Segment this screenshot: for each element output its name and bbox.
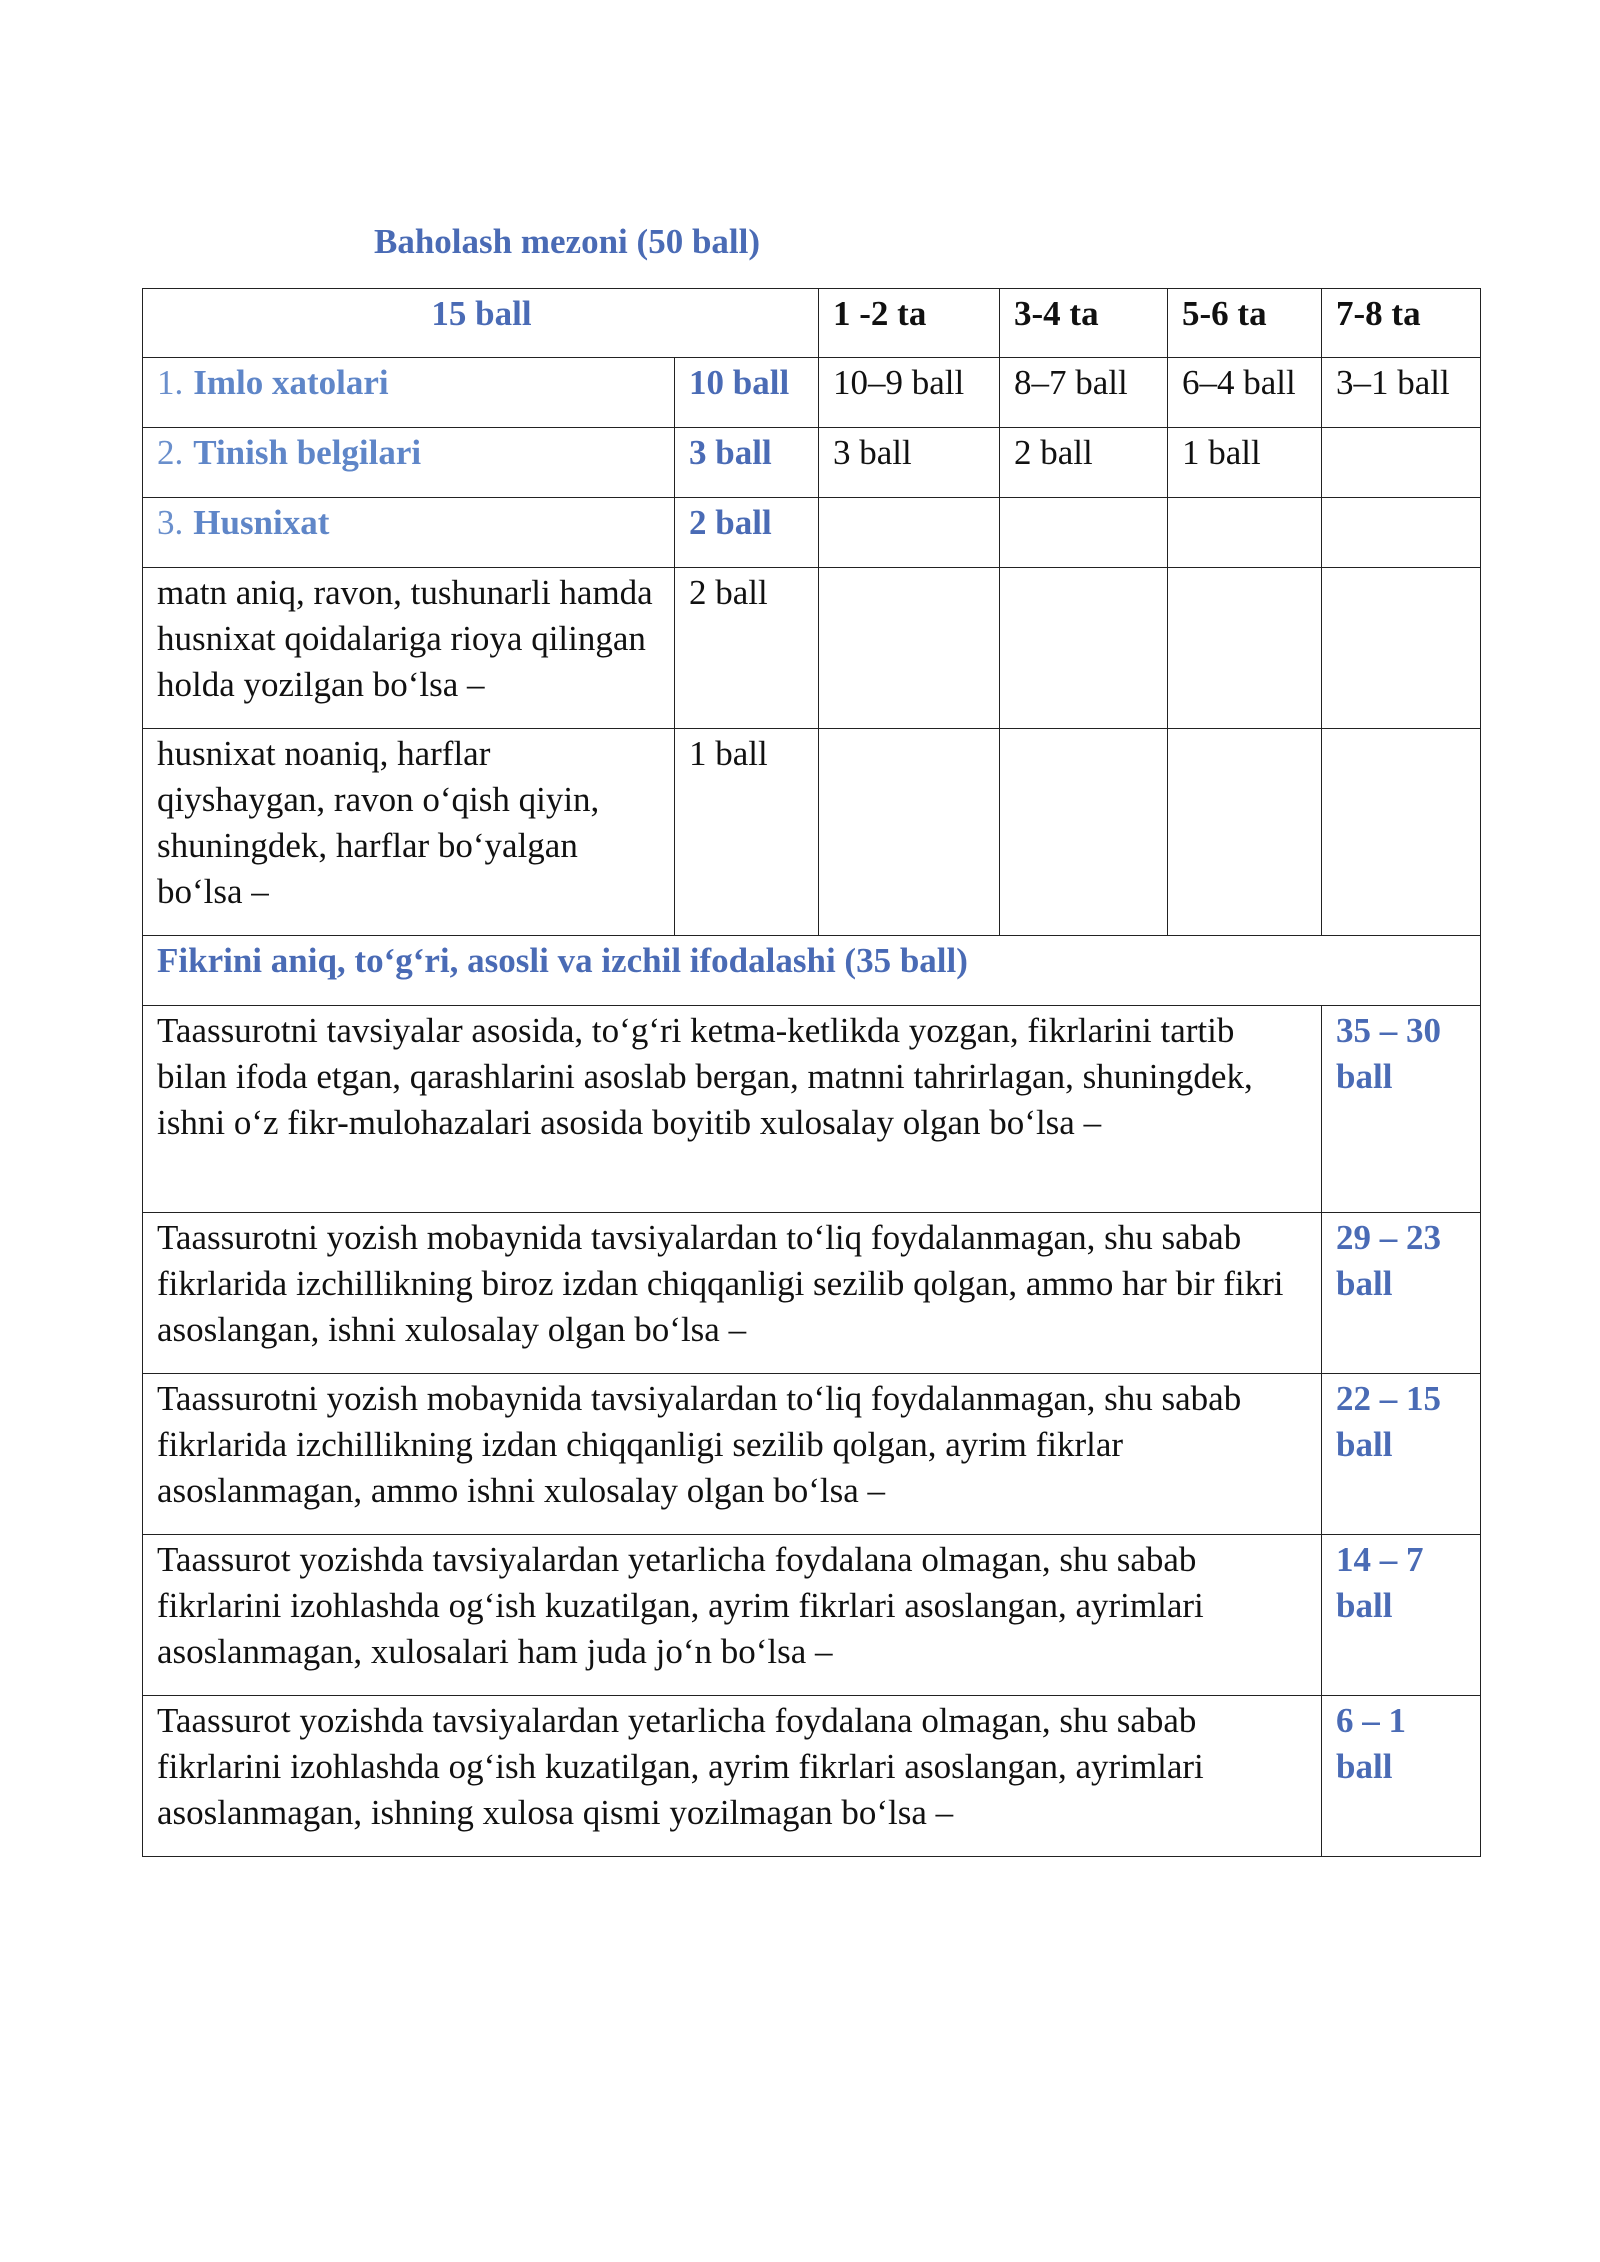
- empty-cell: [819, 568, 1000, 729]
- header-main: 15 ball: [143, 289, 819, 358]
- header-col: 3-4 ta: [1000, 289, 1168, 358]
- criterion-description: Taassurotni yozish mobaynida tavsiyalardan to‘liq foydalanmagan, shu sabab fikrlarida izchillikning biroz izdan chiqqanligi sezilib qolgan, ammo har bir fikri asoslangan, ishni xulosalay olgan bo‘lsa –: [143, 1213, 1322, 1374]
- score-cell: 1 ball: [1168, 428, 1322, 498]
- header-col: 7-8 ta: [1322, 289, 1481, 358]
- criterion-description: Taassurot yozishda tavsiyalardan yetarlicha foydalana olmagan, shu sabab fikrlarini izohlashda og‘ish kuzatilgan, ayrim fikrlari asoslangan, ayrimlari asoslanmagan, ishning xulosa qismi yozilmagan bo‘lsa –: [143, 1696, 1322, 1857]
- table-row: [143, 568, 1481, 729]
- table-row: [143, 729, 1481, 936]
- criterion-points: 10 ball: [675, 358, 819, 428]
- table-row: [143, 1696, 1481, 1857]
- criterion-points: 2 ball: [675, 498, 819, 568]
- criterion-label-cell: [143, 428, 675, 498]
- criterion-label-cell: [143, 498, 675, 568]
- score-cell: 8–7 ball: [1000, 358, 1168, 428]
- criterion-description: Taassurotni tavsiyalar asosida, to‘g‘ri ketma-ketlikda yozgan, fikrlarini tartib bilan ifoda etgan, qarashlarini asoslab bergan, matnni tahrirlagan, shuningdek, ishni o‘z fikr-mulohazalari asosida boyitib xulosalay olgan bo‘lsa –: [143, 1006, 1322, 1213]
- score-unit: ball: [1336, 1057, 1393, 1096]
- score-range: 22 – 15: [1336, 1379, 1442, 1418]
- handwriting-description: matn aniq, ravon, tushunarli hamda husnixat qoidalariga rioya qilingan holda yozilgan bo‘lsa –: [143, 568, 675, 729]
- score-range-cell: [1322, 1006, 1481, 1213]
- empty-cell: [1000, 568, 1168, 729]
- grading-table: [142, 288, 1481, 1857]
- score-range-cell: [1322, 1374, 1481, 1535]
- score-unit: ball: [1336, 1264, 1393, 1303]
- score-range: 14 – 7: [1336, 1540, 1424, 1579]
- criterion-description: Taassurot yozishda tavsiyalardan yetarlicha foydalana olmagan, shu sabab fikrlarini izohlashda og‘ish kuzatilgan, ayrim fikrlari asoslangan, ayrimlari asoslanmagan, xulosalari ham juda jo‘n bo‘lsa –: [143, 1535, 1322, 1696]
- header-col: 1 -2 ta: [819, 289, 1000, 358]
- page-title: Baholash mezoni (50 ball): [374, 222, 761, 261]
- empty-cell: [1322, 729, 1481, 936]
- score-cell: [1168, 498, 1322, 568]
- section-title-row: [143, 936, 1481, 1006]
- score-range-cell: [1322, 1213, 1481, 1374]
- score-cell: [1000, 498, 1168, 568]
- empty-cell: [1322, 568, 1481, 729]
- score-range: 35 – 30: [1336, 1011, 1442, 1050]
- criterion-label: Tinish belgilari: [193, 433, 422, 472]
- criterion-label: Husnixat: [193, 503, 330, 542]
- score-unit: ball: [1336, 1586, 1393, 1625]
- table-row: [143, 1374, 1481, 1535]
- score-cell: 6–4 ball: [1168, 358, 1322, 428]
- grading-table-container: [142, 288, 1480, 1857]
- criterion-label: Imlo xatolari: [193, 363, 389, 402]
- table-row: [143, 1535, 1481, 1696]
- table-row: [143, 1213, 1481, 1374]
- criterion-number: 2.: [157, 433, 184, 472]
- header-row: [143, 289, 1481, 358]
- score-range-cell: [1322, 1696, 1481, 1857]
- table-row: [143, 498, 1481, 568]
- empty-cell: [1168, 729, 1322, 936]
- score-range: 29 – 23: [1336, 1218, 1442, 1257]
- criterion-description: Taassurotni yozish mobaynida tavsiyalardan to‘liq foydalanmagan, shu sabab fikrlarida izchillikning izdan chiqqanligi sezilib qolgan, ayrim fikrlar asoslanmagan, ammo ishni xulosalay olgan bo‘lsa –: [143, 1374, 1322, 1535]
- handwriting-points: 1 ball: [675, 729, 819, 936]
- score-cell: 3–1 ball: [1322, 358, 1481, 428]
- score-range: 6 – 1: [1336, 1701, 1407, 1740]
- empty-cell: [1000, 729, 1168, 936]
- score-cell: 10–9 ball: [819, 358, 1000, 428]
- table-row: [143, 358, 1481, 428]
- section-title: Fikrini aniq, to‘g‘ri, asosli va izchil ifodalashi (35 ball): [143, 936, 1481, 1006]
- table-row: [143, 1006, 1481, 1213]
- score-cell: 2 ball: [1000, 428, 1168, 498]
- criterion-points: 3 ball: [675, 428, 819, 498]
- score-cell: [1322, 498, 1481, 568]
- criterion-number: 3.: [157, 503, 184, 542]
- score-cell: [819, 498, 1000, 568]
- table-row: [143, 428, 1481, 498]
- criterion-label-cell: [143, 358, 675, 428]
- score-range-cell: [1322, 1535, 1481, 1696]
- score-cell: 3 ball: [819, 428, 1000, 498]
- handwriting-points: 2 ball: [675, 568, 819, 729]
- score-unit: ball: [1336, 1747, 1393, 1786]
- score-cell: [1322, 428, 1481, 498]
- empty-cell: [819, 729, 1000, 936]
- empty-cell: [1168, 568, 1322, 729]
- criterion-number: 1.: [157, 363, 184, 402]
- score-unit: ball: [1336, 1425, 1393, 1464]
- handwriting-description: husnixat noaniq, harflar qiyshaygan, ravon o‘qish qiyin, shuningdek, harflar bo‘yalgan bo‘lsa –: [143, 729, 675, 936]
- header-col: 5-6 ta: [1168, 289, 1322, 358]
